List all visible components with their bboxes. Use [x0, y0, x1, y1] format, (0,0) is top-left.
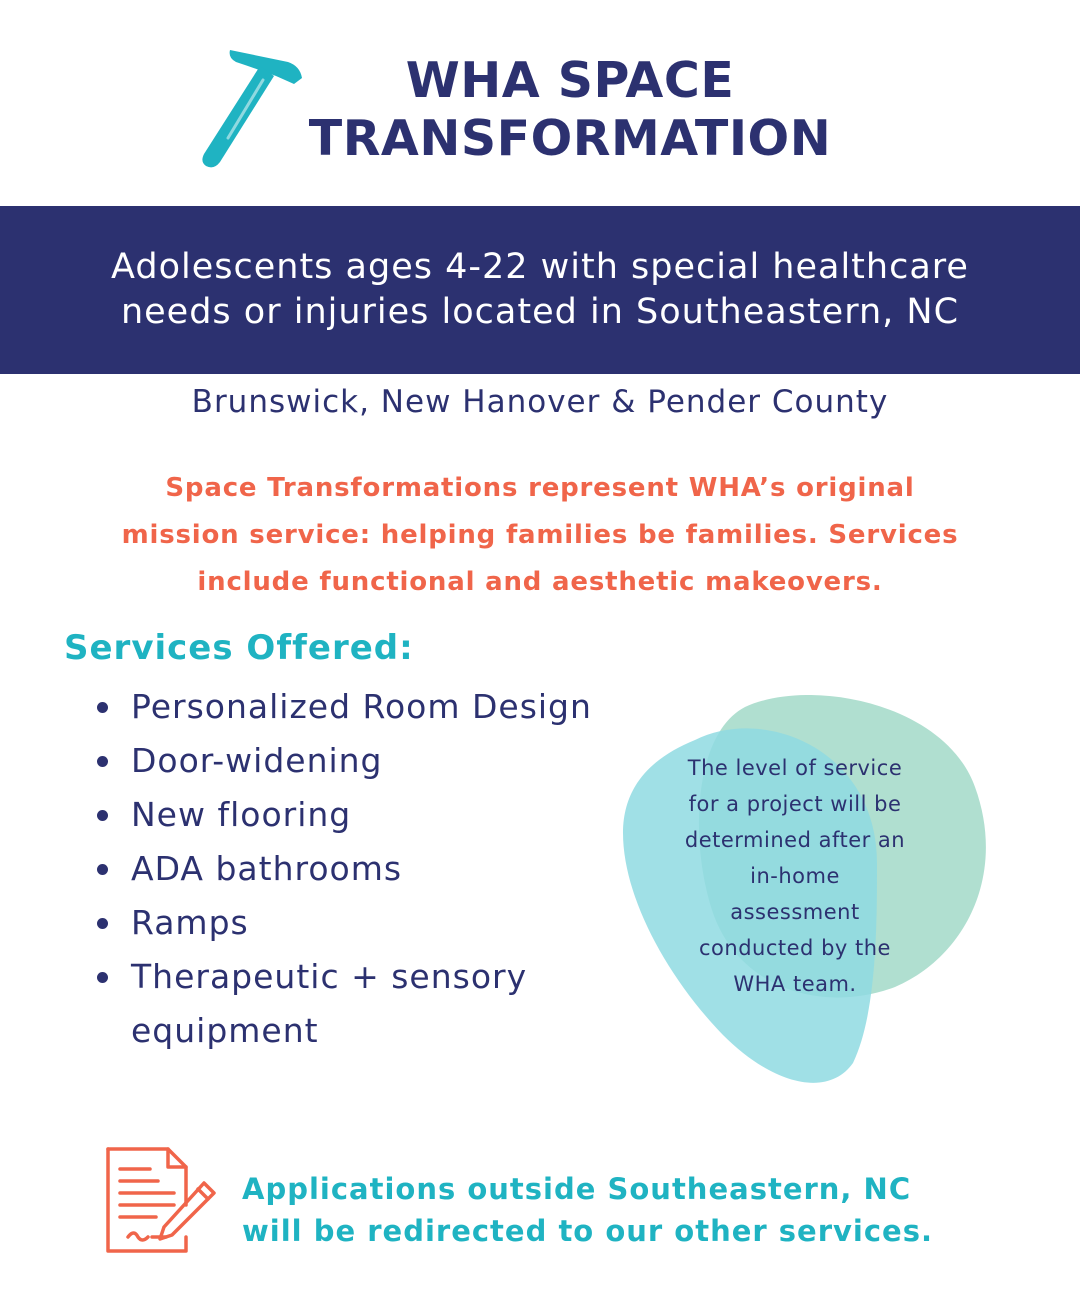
footer-notice	[242, 1168, 1062, 1252]
note-line-5: assessment	[730, 900, 860, 924]
note-line-6: conducted by the	[699, 936, 891, 960]
footer-line-1: Applications outside Southeastern, NC	[242, 1172, 912, 1206]
page-title	[300, 52, 840, 168]
title-line-1: WHA SPACE	[405, 52, 735, 109]
note-line-4: in-home	[750, 864, 840, 888]
mission-line-1: Space Transformations represent WHA’s original	[165, 473, 915, 503]
service-item: New flooring	[95, 788, 615, 842]
eligibility-banner	[0, 206, 1080, 374]
service-item: Ramps	[95, 896, 615, 950]
service-item: Therapeutic + sensory equipment	[95, 950, 615, 1058]
note-line-3: determined after an	[684, 828, 906, 852]
note-line-1: The level of service	[687, 756, 903, 780]
services-heading: Services Offered:	[64, 628, 414, 668]
title-line-2: TRANSFORMATION	[308, 110, 832, 167]
mission-line-3: include functional and aesthetic makeovers.	[197, 567, 883, 597]
mission-statement	[40, 465, 1040, 606]
footer-line-2: will be redirected to our other services.	[242, 1214, 934, 1248]
counties-text: Brunswick, New Hanover & Pender County	[191, 384, 889, 420]
service-item: ADA bathrooms	[95, 842, 615, 896]
services-list	[95, 680, 615, 1058]
service-item: Personalized Room Design	[95, 680, 615, 734]
banner-line-1: Adolescents ages 4-22 with special healthcare	[111, 247, 969, 287]
hammer-icon	[190, 40, 315, 175]
note-line-7: WHA team.	[733, 972, 857, 996]
banner-line-2: needs or injuries located in Southeastern, NC	[120, 292, 960, 332]
service-item: Door-widening	[95, 734, 615, 788]
note-line-2: for a project will be	[688, 792, 902, 816]
service-level-note	[650, 750, 940, 1002]
document-pen-icon	[100, 1145, 220, 1255]
mission-line-2: mission service: helping families be families. Services	[121, 520, 959, 550]
